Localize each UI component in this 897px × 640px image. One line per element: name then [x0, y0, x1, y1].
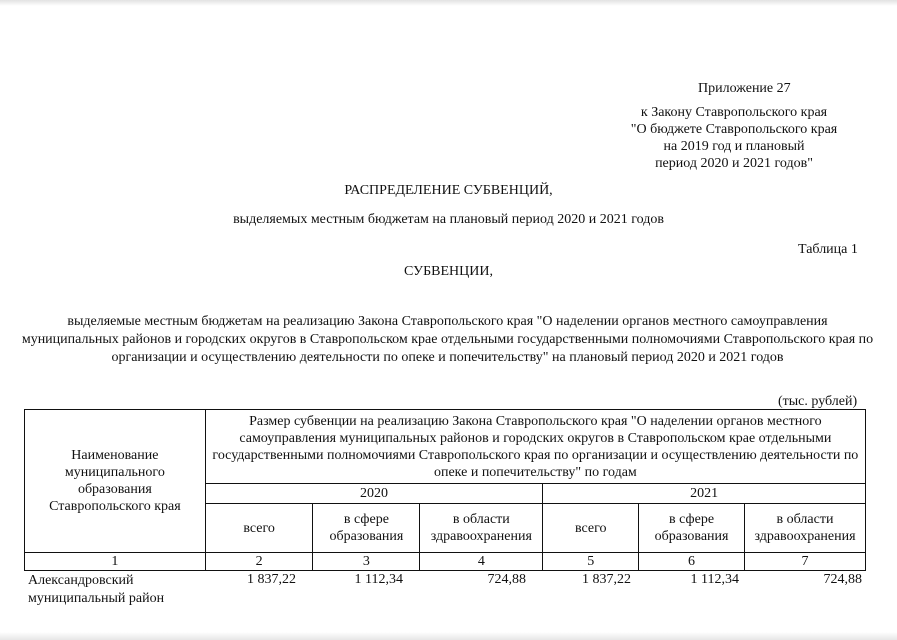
- value-2021-total: 1 837,22: [582, 572, 631, 587]
- section-title: СУБВЕНЦИИ,: [404, 264, 493, 279]
- scan-edge-top: [0, 0, 897, 6]
- document-title: РАСПРЕДЕЛЕНИЕ СУБВЕНЦИЙ,: [344, 183, 553, 198]
- column-number: 1: [25, 553, 206, 571]
- units-label: (тыс. рублей): [778, 394, 858, 409]
- value-2021-health: 724,88: [823, 572, 862, 587]
- column-number-row: [25, 553, 866, 571]
- size-header: Размер субвенции на реализацию Закона Ставропольского края "О наделении органов местного самоуправления муниципальных районов и городских округов в Ставропольском крае отдельными государственными полномочиями Ставропольского края по организации и осуществлению деятельности по опеке и попечительству" по годам: [205, 410, 865, 484]
- col-health: в области здравоохранения: [420, 504, 543, 553]
- column-number: 6: [639, 553, 745, 571]
- law-ref-line: "О бюджете Ставропольского края: [630, 122, 838, 137]
- col-health: в области здравоохранения: [745, 504, 866, 553]
- year-header-2020: 2020: [205, 484, 543, 504]
- municipality-name: [28, 572, 198, 608]
- law-ref-line: к Закону Ставропольского края: [640, 105, 828, 120]
- column-number: 5: [543, 553, 639, 571]
- column-number: 3: [313, 553, 420, 571]
- document-subtitle: выделяемых местным бюджетам на плановый период 2020 и 2021 годов: [233, 212, 664, 227]
- law-reference: [600, 104, 868, 172]
- col-name-header: Наименование муниципального образования Ставропольского края: [25, 410, 206, 553]
- col-education: в сфере образования: [639, 504, 745, 553]
- column-number: 4: [420, 553, 543, 571]
- subvention-table: [24, 409, 866, 571]
- law-ref-line: период 2020 и 2021 годов": [655, 156, 813, 171]
- col-education: в сфере образования: [313, 504, 420, 553]
- municipality-name-text: Александровский муниципальный район: [28, 573, 165, 606]
- col-total: всего: [205, 504, 313, 553]
- section-description: выделяемые местным бюджетам на реализацию Закона Ставропольского края "О наделении органов местного самоуправления муниципальных районов и городских округов в Ставропольском крае отдельными государственными полномочиями Ставропольского края по организации и осуществлению деятельности по опеке и попечительству" на плановый период 2020 и 2021 годов: [21, 314, 874, 365]
- scan-edge-bottom: [0, 632, 897, 640]
- appendix-label: Приложение 27: [698, 81, 791, 96]
- value-2020-health: 724,88: [487, 572, 526, 587]
- col-total: всего: [543, 504, 639, 553]
- law-ref-line: на 2019 год и плановый: [663, 139, 805, 154]
- table-number: Таблица 1: [798, 242, 858, 257]
- column-number: 2: [205, 553, 313, 571]
- value-2020-total: 1 837,22: [247, 572, 296, 587]
- column-number: 7: [745, 553, 866, 571]
- year-header-2021: 2021: [543, 484, 866, 504]
- value-2020-education: 1 112,34: [354, 572, 403, 587]
- value-2021-education: 1 112,34: [690, 572, 739, 587]
- header-row: [25, 410, 866, 484]
